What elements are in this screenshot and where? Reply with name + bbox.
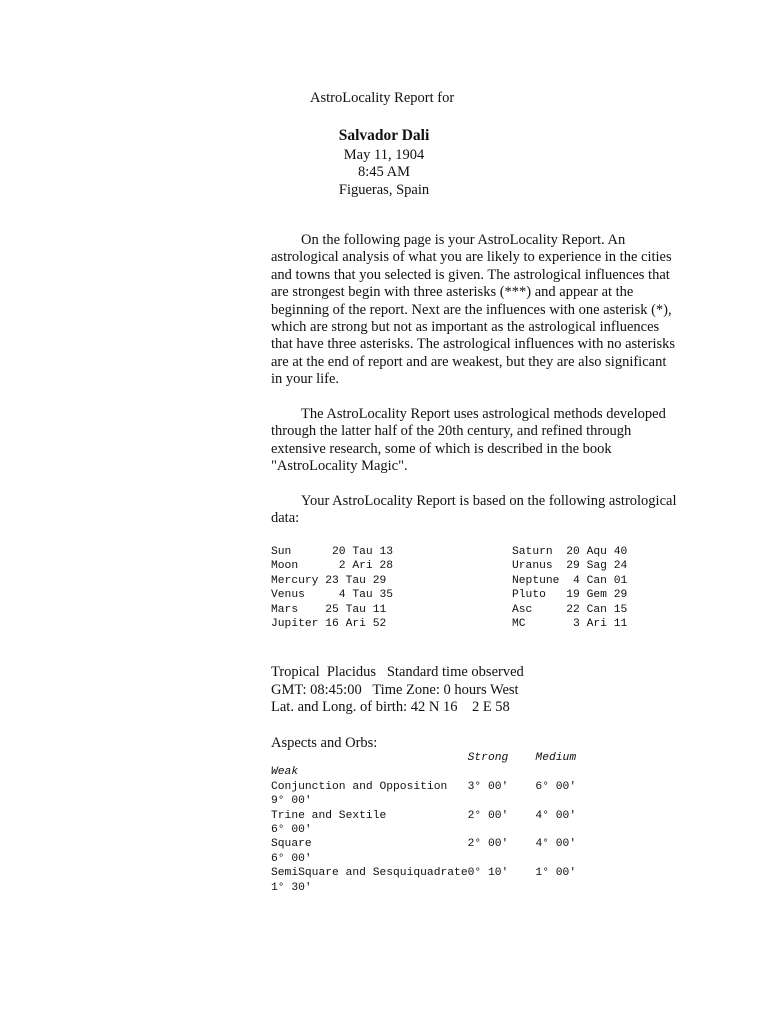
intro-paragraph: On the following page is your AstroLocality Report. An astrological analysis of what you are likely to experience in the cities and towns that you selected is given. The astrological influences that are strongest begin with three asterisks (***) and appear at the beginning of the report. Next are the influences with one asterisk (*), which are strong but not as important as the astrological influences that have three asterisks. The astrological influences with no asterisks are at the end of report and are weakest, but they are also significant in your life.: [271, 232, 676, 388]
planet-row: Asc 22 Can 15: [512, 603, 628, 616]
birth-place: Figueras, Spain: [338, 182, 430, 198]
intro-paragraph: The AstroLocality Report uses astrological methods developed through the latter half of the 20th century, and refined through extensive research, some of which is described in the book "AstroLocality Magic".: [271, 406, 666, 475]
chart-settings: [271, 664, 524, 717]
planet-row: Saturn 20 Aqu 40: [512, 546, 628, 558]
aspect-weak-orb: 6° 00': [271, 824, 312, 837]
planet-row: Neptune 4 Can 01: [512, 574, 628, 587]
intro-text: [271, 232, 681, 545]
planet-positions-right: [512, 545, 627, 631]
weak-header: Weak: [271, 766, 299, 779]
aspect-weak-orb: 9° 00': [271, 795, 312, 808]
strong-header: Strong: [467, 752, 509, 764]
birth-date: May 11, 1904: [343, 147, 425, 163]
intro-paragraph: Your AstroLocality Report is based on the following astrological data:: [271, 493, 677, 527]
aspect-medium-orb: 4° 00': [535, 809, 577, 822]
aspect-row: [271, 866, 576, 880]
planet-row: Moon 2 Ari 28: [271, 560, 394, 573]
planet-row: Jupiter 16 Ari 52: [271, 618, 387, 631]
aspect-name: Conjunction and Opposition: [271, 780, 448, 793]
aspects-header-row: [271, 751, 576, 765]
planet-row: Sun 20 Tau 13: [271, 546, 394, 558]
aspect-strong-orb: 2° 00': [467, 809, 509, 822]
aspect-row: [271, 809, 576, 823]
medium-header: Medium: [535, 752, 577, 764]
aspect-weak-orb: 6° 00': [271, 852, 312, 865]
report-header: [310, 90, 454, 107]
aspect-medium-orb: 1° 00': [535, 867, 577, 880]
aspect-strong-orb: 3° 00': [467, 780, 509, 793]
planet-row: Venus 4 Tau 35: [271, 589, 394, 602]
lat-long-line: Lat. and Long. of birth: 42 N 16 2 E 58: [271, 699, 510, 716]
planet-row: MC 3 Ari 11: [512, 618, 628, 631]
birth-time: 8:45 AM: [358, 164, 410, 180]
aspects-table: [271, 751, 576, 895]
planet-row: Mercury 23 Tau 29: [271, 574, 387, 587]
gmt-timezone-line: GMT: 08:45:00 Time Zone: 0 hours West: [271, 681, 519, 698]
aspect-row: [271, 780, 576, 794]
planet-row: Mars 25 Tau 11: [271, 603, 387, 616]
chart-system-line: Tropical Placidus Standard time observed: [271, 664, 524, 680]
planet-row: Pluto 19 Gem 29: [512, 589, 628, 602]
aspects-title: Aspects and Orbs:: [271, 735, 378, 751]
aspect-medium-orb: 4° 00': [535, 838, 577, 851]
planet-positions-left: [271, 545, 393, 631]
planet-row: Uranus 29 Sag 24: [512, 560, 628, 573]
report-title: AstroLocality Report for: [310, 90, 455, 106]
aspect-name: Square: [271, 838, 312, 851]
subject-name: Salvador Dali: [338, 127, 430, 144]
aspect-name: Trine and Sextile: [271, 809, 387, 822]
header-spacer: [271, 752, 468, 764]
aspect-weak-orb: 1° 30': [271, 881, 312, 894]
aspect-row: [271, 837, 576, 851]
aspect-medium-orb: 6° 00': [535, 780, 577, 793]
aspect-strong-orb: 0° 10': [467, 867, 509, 880]
aspect-name: SemiSquare and Sesquiquadrate: [271, 867, 468, 880]
aspect-strong-orb: 2° 00': [467, 838, 509, 851]
